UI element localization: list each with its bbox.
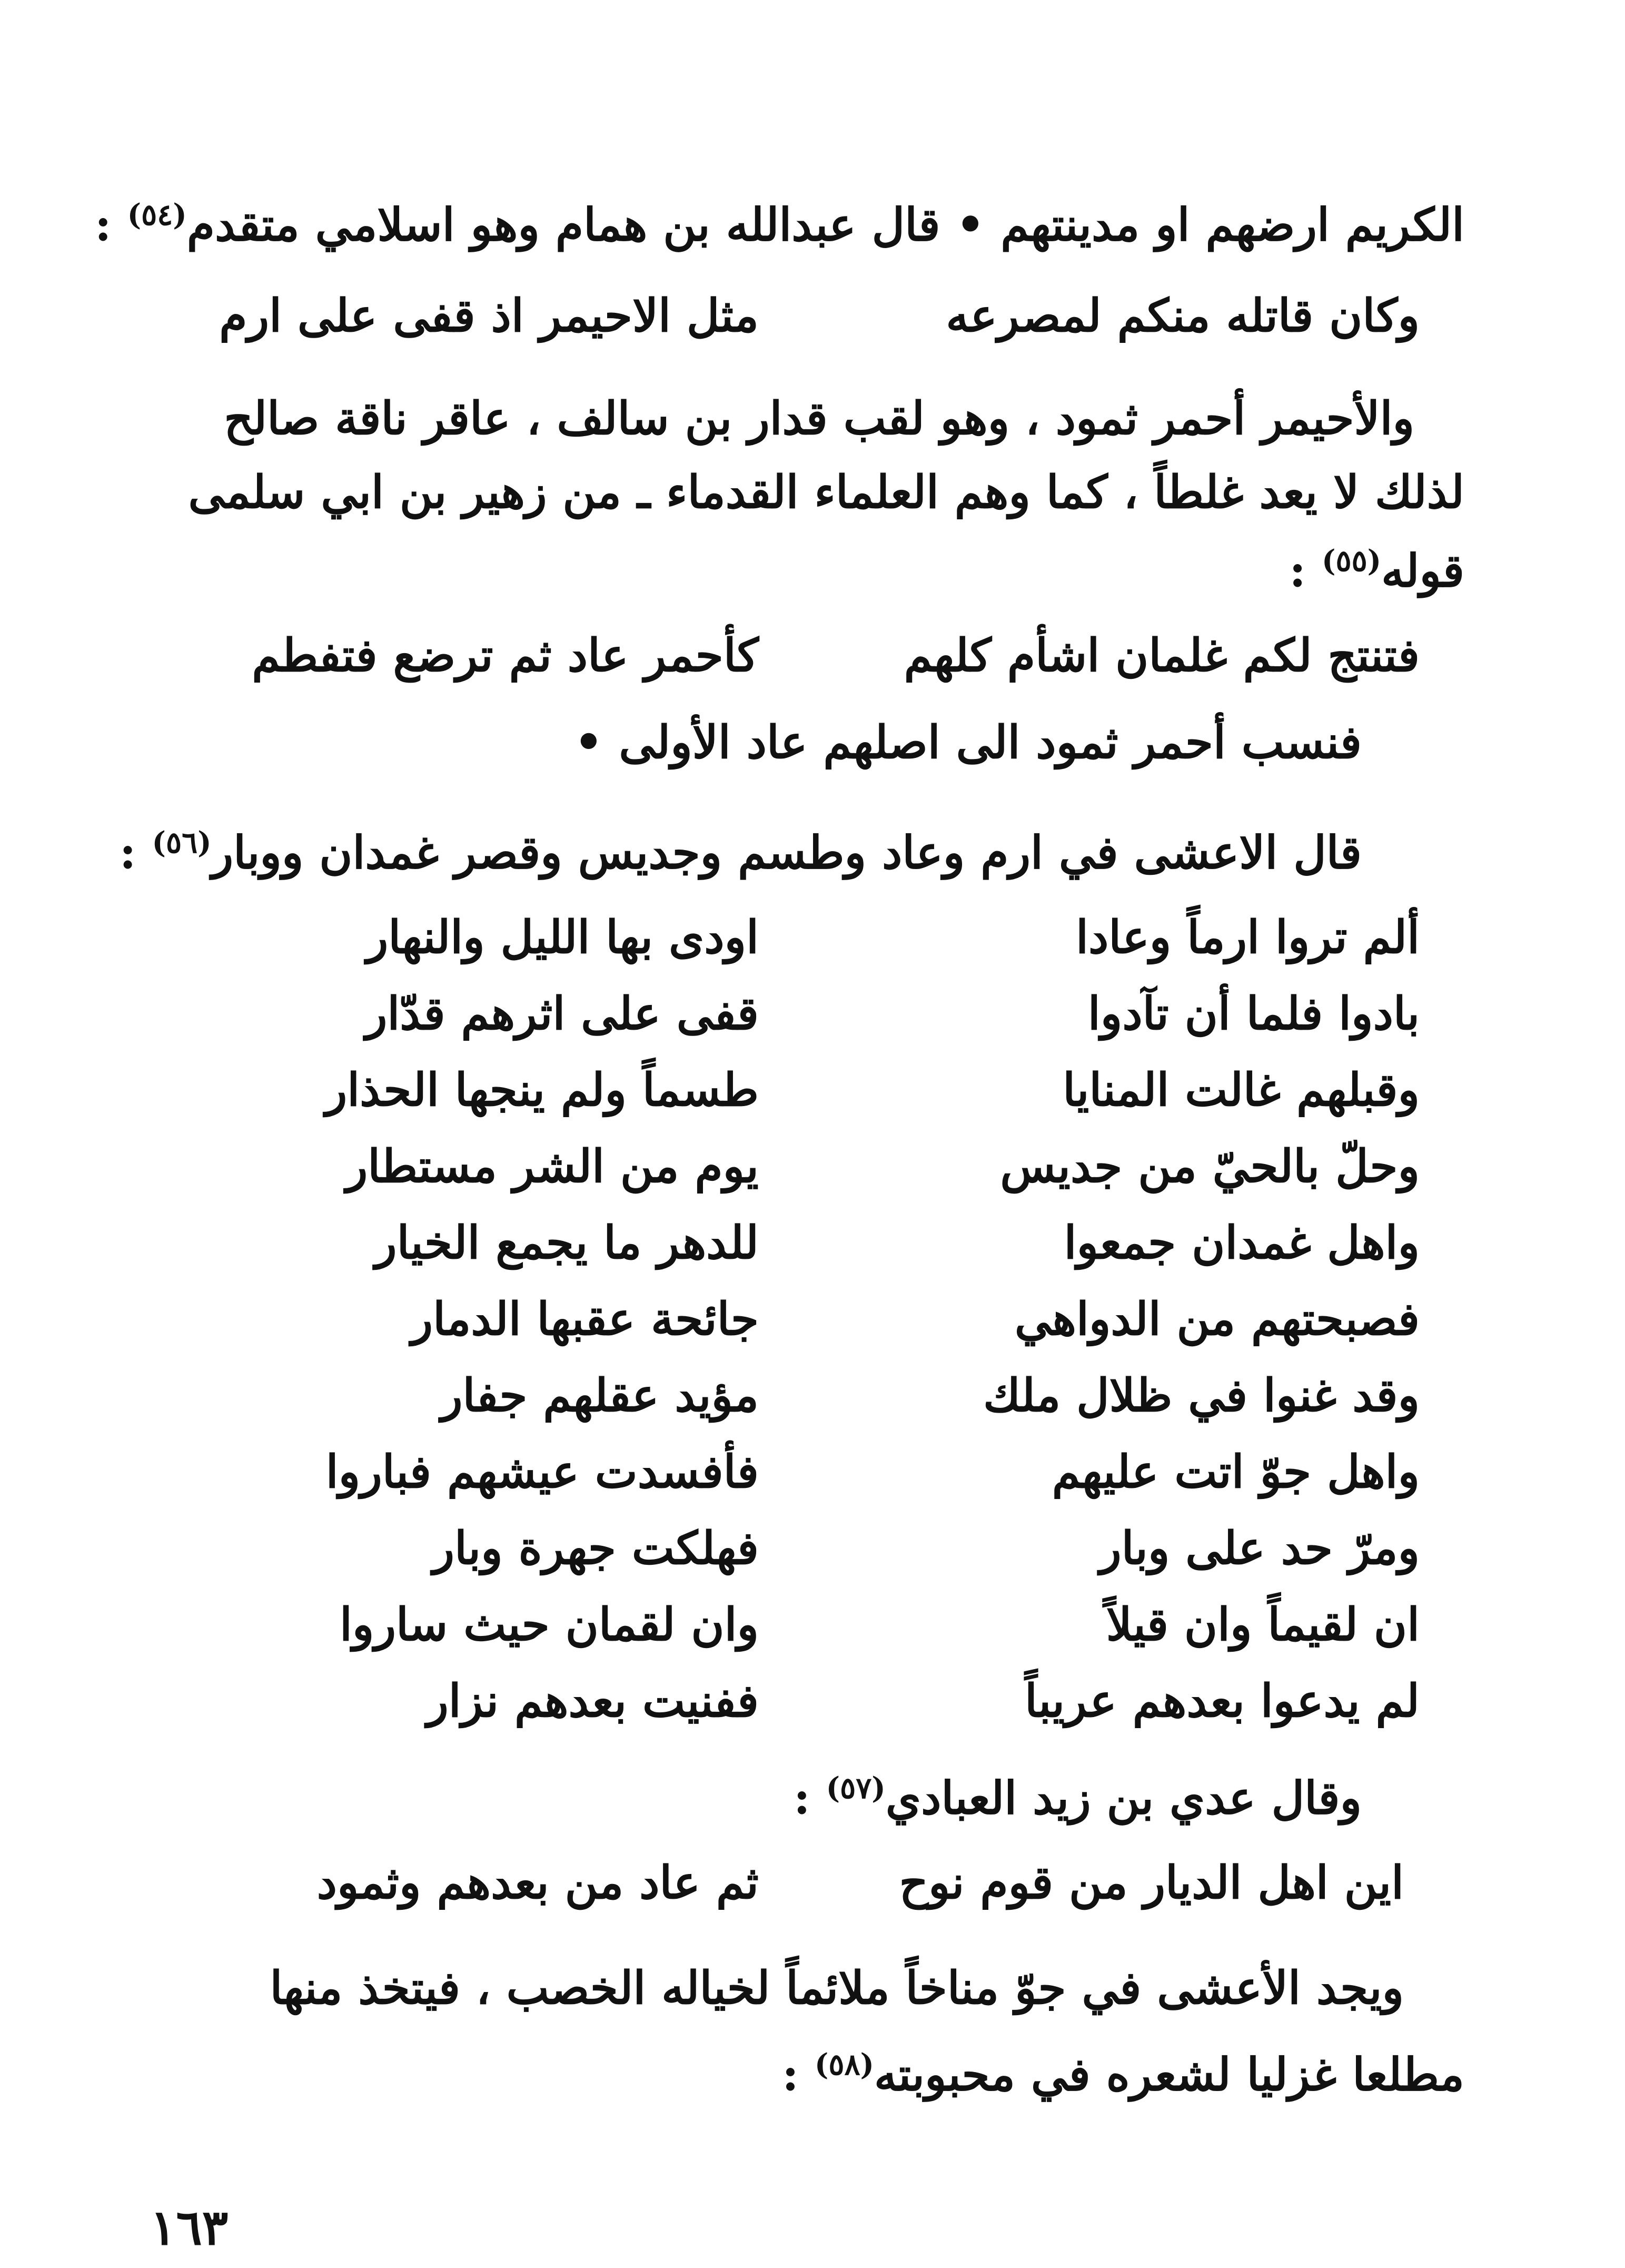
prose-line-3: والأحيمر أحمر ثمود ، وهو لقب قدار بن سالف ، عاقر ناقة صالح — [224, 392, 1414, 445]
prose-text: الكريم ارضهم او مدينتهم • قال عبدالله بن همام وهو اسلامي متقدم — [186, 198, 1464, 252]
couplet-4-second-hemistich: قفى على اثرهم قدّار — [365, 987, 759, 1040]
prose-line-7: فنسب أحمر ثمود الى اصلهم عاد الأولى • — [574, 716, 1362, 769]
couplet-5-second-hemistich: طسماً ولم ينجها الحذار — [325, 1063, 759, 1117]
prose-line-4: لذلك لا يعد غلطاً ، كما وهم العلماء القدماء ـ من زهير بن ابي سلمى — [188, 466, 1464, 519]
couplet-2-second-hemistich: كأحمر عاد ثم ترضع فتفطم — [252, 629, 759, 682]
page-number: ١٦٣ — [150, 2199, 229, 2256]
prose-line-5 — [1289, 532, 1464, 600]
couplet-8-second-hemistich: جائحة عقبها الدمار — [411, 1293, 759, 1346]
couplet-2-first-hemistich: فتنتج لكم غلمان اشأم كلهم — [904, 629, 1420, 682]
couplet-3-second-hemistich: اودى بها الليل والنهار — [366, 911, 759, 964]
couplet-11-first-hemistich: ومرّ حد على وبار — [1099, 1522, 1420, 1575]
prose-line-21 — [794, 1759, 1362, 1828]
prose-colon: : — [793, 1771, 826, 1825]
couplet-12-first-hemistich: ان لقيماً وان قيلاً — [1106, 1598, 1420, 1651]
prose-colon: : — [94, 198, 127, 252]
prose-colon: : — [119, 826, 152, 880]
prose-line-8 — [120, 814, 1362, 882]
couplet-7-first-hemistich: واهل غمدان جمعوا — [1064, 1216, 1420, 1269]
couplet-14-first-hemistich: اين اهل الديار من قوم نوح — [899, 1856, 1404, 1909]
couplet-10-second-hemistich: فأفسدت عيشهم فباروا — [325, 1445, 759, 1498]
couplet-9-second-hemistich: مؤيد عقلهم جفار — [440, 1369, 759, 1422]
prose-text: وقال عدي بن زيد العبادي — [885, 1771, 1362, 1825]
couplet-6-second-hemistich: يوم من الشر مستطار — [345, 1140, 759, 1193]
couplet-10-first-hemistich: واهل جوّ اتت عليهم — [1052, 1445, 1420, 1498]
couplet-13-second-hemistich: ففنيت بعدهم نزار — [427, 1674, 759, 1728]
couplet-1-first-hemistich: وكان قاتله منكم لمصرعه — [946, 289, 1420, 342]
prose-text: مطلعا غزليا لشعره في محبوبته — [874, 2048, 1464, 2102]
footnote-ref: (٥٦) — [152, 825, 212, 860]
footnote-ref: (٥٨) — [814, 2047, 875, 2082]
couplet-7-second-hemistich: للدهر ما يجمع الخيار — [375, 1216, 759, 1269]
prose-colon: : — [1289, 544, 1322, 598]
couplet-6-first-hemistich: وحلّ بالحيّ من جديس — [1000, 1140, 1420, 1193]
footnote-ref: (٥٥) — [1321, 544, 1382, 578]
couplet-5-first-hemistich: وقبلهم غالت المنايا — [1063, 1063, 1420, 1117]
footnote-ref: (٥٤) — [127, 198, 187, 232]
couplet-11-second-hemistich: فهلكت جهرة وبار — [432, 1522, 759, 1575]
couplet-9-first-hemistich: وقد غنوا في ظلال ملك — [983, 1369, 1420, 1422]
couplet-14-second-hemistich: ثم عاد من بعدهم وثمود — [316, 1856, 759, 1909]
couplet-3-first-hemistich: ألم تروا ارماً وعادا — [1076, 911, 1420, 964]
couplet-12-second-hemistich: وان لقمان حيث ساروا — [340, 1598, 759, 1651]
prose-line-23: ويجد الأعشى في جوّ مناخاً ملائماً لخياله الخصب ، فيتخذ منها — [270, 1961, 1404, 2015]
footnote-ref: (٥٧) — [826, 1771, 886, 1806]
couplet-13-first-hemistich: لم يدعوا بعدهم عريباً — [1025, 1674, 1420, 1728]
prose-line-1 — [95, 186, 1464, 254]
couplet-4-first-hemistich: بادوا فلما أن تآدوا — [1087, 987, 1420, 1040]
prose-text: قوله — [1381, 544, 1464, 598]
prose-line-24 — [782, 2036, 1464, 2104]
prose-colon: : — [782, 2048, 815, 2102]
couplet-8-first-hemistich: فصبحتهم من الدواهي — [1014, 1293, 1420, 1346]
prose-text: قال الاعشى في ارم وعاد وطسم وجديس وقصر غمدان ووبار — [211, 826, 1362, 880]
couplet-1-second-hemistich: مثل الاحيمر اذ قفى على ارم — [219, 289, 759, 342]
